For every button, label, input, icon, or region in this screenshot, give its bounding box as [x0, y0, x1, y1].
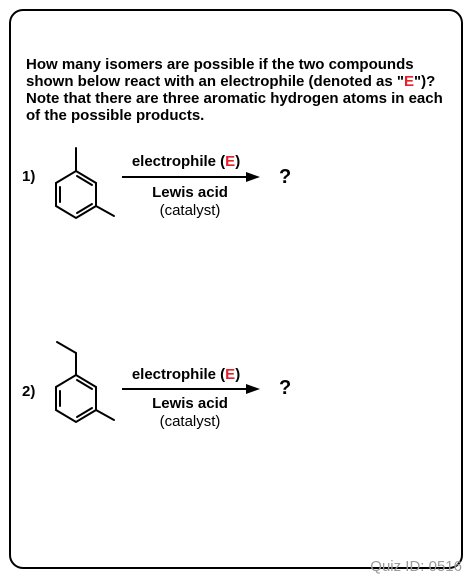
benzene-ring	[56, 171, 96, 218]
reaction-2-catalyst-note: (catalyst)	[159, 413, 221, 430]
quiz-id: Quiz ID: 0516	[370, 558, 462, 575]
electrophile-symbol: E	[225, 153, 236, 170]
reaction-1-molecule-m-xylene	[44, 140, 124, 220]
reaction-2-number: 2)	[22, 383, 36, 400]
reaction-2-arrow	[122, 383, 262, 395]
question-electrophile-symbol: E	[404, 73, 415, 90]
reaction-2-reagent-label: electrophile (E)	[131, 366, 241, 383]
electrophile-symbol: E	[225, 366, 236, 383]
inner-double-bond	[77, 380, 92, 389]
inner-double-bond	[77, 408, 92, 417]
reaction-1-reagent-label: electrophile (E)	[131, 153, 241, 170]
methyl-group	[96, 410, 114, 420]
reaction-1-catalyst-label: Lewis acid	[152, 184, 228, 201]
reaction-1-arrow	[122, 171, 262, 183]
reaction-2-catalyst-label: Lewis acid	[152, 395, 228, 412]
ethyl-group	[57, 342, 76, 353]
question-text	[26, 56, 446, 124]
reaction-2-product-unknown: ?	[279, 377, 292, 399]
reaction-1-catalyst-note: (catalyst)	[159, 202, 221, 219]
question-part1: How many isomers are possible if the two compounds shown below react with an electrophile (denoted as "	[26, 56, 414, 90]
reaction-1-product-unknown: ?	[279, 166, 292, 188]
inner-double-bond	[77, 176, 92, 185]
benzene-ring	[56, 375, 96, 422]
inner-double-bond	[77, 204, 92, 213]
question-part2: ")? Note that there are three aromatic hydrogen atoms in each of the possible products.	[26, 73, 443, 124]
methyl-group	[96, 206, 114, 216]
reaction-1-number: 1)	[22, 168, 36, 185]
reaction-2-molecule-3-ethyltoluene	[44, 340, 124, 440]
